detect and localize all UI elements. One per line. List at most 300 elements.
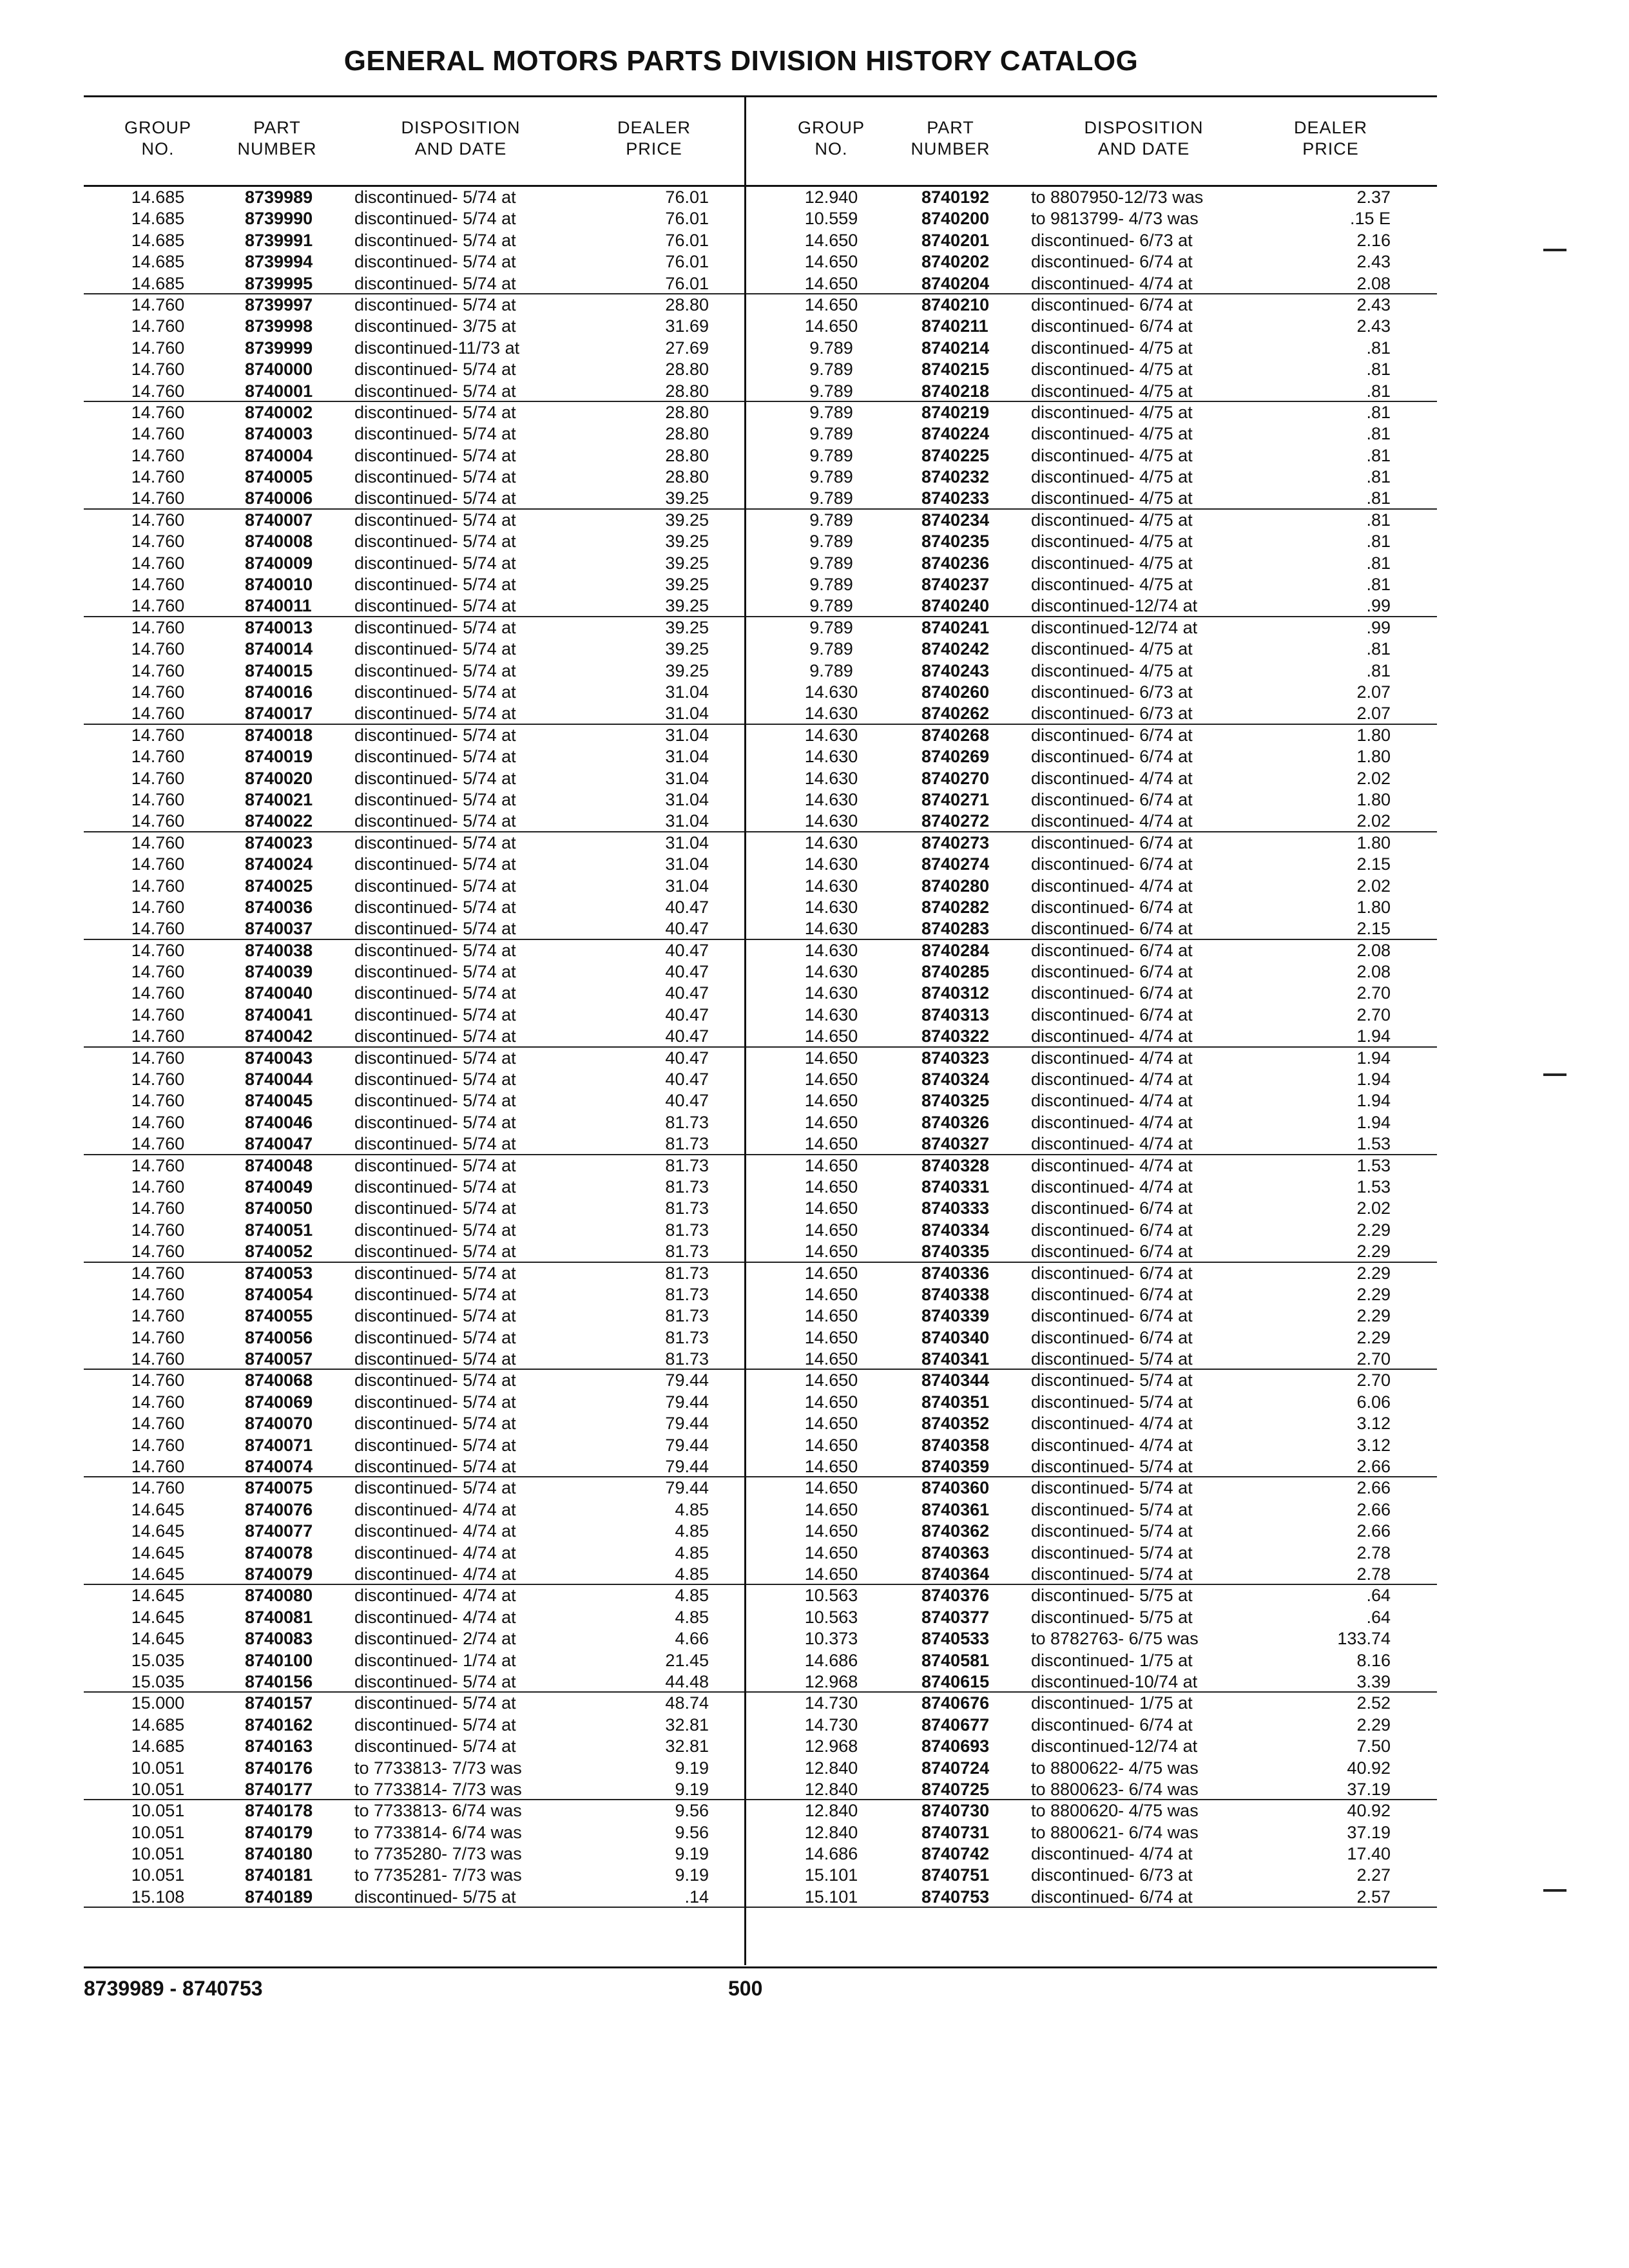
cell-group: 14.645 [131,1629,185,1649]
cell-part: 8740076 [245,1499,313,1519]
cell-disp: discontinued- 5/74 at [354,467,516,487]
cell-price: 17.40 [1347,1844,1391,1864]
cell-disp: discontinued- 5/74 at [354,660,516,680]
table-row [746,1542,1437,1564]
cell-group: 9.789 [809,596,853,616]
table-row [84,918,744,939]
cell-group: 14.650 [804,1220,858,1240]
cell-group: 14.686 [804,1844,858,1864]
cell-price: 81.73 [665,1284,709,1304]
cell-price: 2.08 [1356,962,1391,982]
cell-price: 31.04 [665,682,709,702]
cell-price: 28.80 [665,445,709,465]
cell-group: 14.650 [804,1134,858,1154]
cell-disp: discontinued- 4/75 at [1031,445,1193,465]
cell-group: 14.760 [131,876,185,896]
cell-disp: discontinued- 5/74 at [1031,1564,1193,1584]
cell-part: 8740015 [245,660,313,680]
cell-disp: discontinued- 5/74 at [354,1349,516,1369]
cell-group: 14.760 [131,553,185,573]
cell-group: 14.685 [131,252,185,272]
cell-disp: discontinued- 5/74 at [354,1284,516,1304]
cell-group: 14.760 [131,1198,185,1218]
cell-disp: discontinued- 4/74 at [1031,1048,1193,1068]
cell-part: 8740021 [245,789,313,809]
cell-price: .64 [1366,1607,1391,1627]
cell-part: 8740077 [245,1521,313,1541]
cell-price: 28.80 [665,294,709,314]
cell-disp: discontinued- 6/74 at [1031,747,1193,767]
cell-group: 14.645 [131,1542,185,1562]
cell-price: .81 [1366,381,1391,401]
header-group-left: GROUP NO. [124,118,191,159]
cell-group: 14.760 [131,575,185,595]
cell-group: 14.650 [804,1457,858,1477]
cell-part: 8740038 [245,940,313,960]
cell-part: 8740047 [245,1134,313,1154]
cell-price: 2.70 [1356,1004,1391,1024]
cell-price: 2.66 [1356,1478,1391,1498]
cell-group: 9.789 [809,660,853,680]
cell-price: 2.66 [1356,1457,1391,1477]
cell-part: 8740201 [921,230,990,250]
table-row [746,359,1437,380]
cell-part: 8740272 [921,811,990,831]
cell-part: 8740218 [921,381,990,401]
cell-price: 28.80 [665,381,709,401]
margin-mark [1543,1889,1566,1892]
table-row [84,1693,744,1714]
cell-group: 14.760 [131,1004,185,1024]
cell-disp: discontinued- 5/75 at [1031,1586,1193,1606]
cell-part: 8740078 [245,1542,313,1562]
cell-price: 4.85 [675,1542,709,1562]
cell-price: 21.45 [665,1650,709,1670]
cell-group: 14.630 [804,832,858,852]
cell-price: 37.19 [1347,1822,1391,1842]
cell-price: 2.29 [1356,1263,1391,1283]
cell-group: 14.650 [804,1327,858,1347]
cell-disp: discontinued- 5/74 at [354,1327,516,1347]
cell-group: 14.685 [131,230,185,250]
cell-price: 40.47 [665,983,709,1003]
cell-group: 14.645 [131,1607,185,1627]
table-row [746,1220,1437,1241]
cell-part: 8740177 [245,1779,313,1799]
cell-price: 2.15 [1356,854,1391,874]
cell-disp: discontinued- 6/74 at [1031,1198,1193,1218]
cell-disp: discontinued- 6/74 at [1031,919,1193,939]
cell-disp: discontinued- 5/74 at [1031,1370,1193,1390]
cell-disp: discontinued- 6/74 at [1031,789,1193,809]
cell-disp: discontinued- 6/74 at [1031,294,1193,314]
cell-disp: to 7735280- 7/73 was [354,1844,522,1864]
cell-part: 8740358 [921,1435,990,1455]
cell-disp: discontinued- 5/74 at [354,532,516,552]
table-row [746,595,1437,617]
cell-disp: discontinued- 4/75 at [1031,360,1193,380]
table-row [84,338,744,359]
table-row [746,208,1437,229]
cell-disp: discontinued- 6/73 at [1031,230,1193,250]
cell-price: .99 [1366,617,1391,637]
cell-part: 8740581 [921,1650,990,1670]
cell-disp: discontinued- 5/74 at [354,1112,516,1132]
table-row [746,1887,1437,1908]
cell-disp: discontinued- 5/74 at [354,488,516,508]
cell-part: 8739989 [245,187,313,207]
table-row [746,1413,1437,1434]
cell-disp: discontinued- 5/74 at [1031,1521,1193,1541]
cell-disp: discontinued- 4/75 at [1031,575,1193,595]
cell-part: 8740262 [921,704,990,724]
cell-price: 31.04 [665,832,709,852]
cell-part: 8740017 [245,704,313,724]
cell-disp: discontinued- 6/74 at [1031,1004,1193,1024]
cell-part: 8740344 [921,1370,990,1390]
cell-group: 14.760 [131,424,185,444]
table-row [84,423,744,445]
table-row [84,1499,744,1521]
table-row [746,1477,1437,1499]
cell-price: .99 [1366,596,1391,616]
cell-group: 9.789 [809,445,853,465]
cell-group: 14.645 [131,1521,185,1541]
cell-group: 10.051 [131,1844,185,1864]
cell-price: 4.85 [675,1586,709,1606]
cell-group: 9.789 [809,488,853,508]
cell-disp: to 7735281- 7/73 was [354,1865,522,1885]
cell-disp: discontinued- 6/74 at [1031,983,1193,1003]
cell-disp: discontinued- 6/74 at [1031,725,1193,745]
table-row [746,1800,1437,1821]
cell-group: 14.760 [131,1327,185,1347]
cell-part: 8740004 [245,445,313,465]
cell-group: 14.685 [131,1715,185,1735]
cell-price: 39.25 [665,660,709,680]
cell-disp: to 7733813- 6/74 was [354,1801,522,1821]
cell-part: 8740339 [921,1306,990,1326]
table-row [84,832,744,854]
cell-disp: discontinued- 6/74 at [1031,1715,1193,1735]
cell-disp: discontinued- 5/74 at [1031,1542,1193,1562]
cell-price: 1.80 [1356,747,1391,767]
cell-part: 8740057 [245,1349,313,1369]
cell-part: 8740081 [245,1607,313,1627]
cell-part: 8740176 [245,1758,313,1778]
table-row [84,1758,744,1779]
cell-price: 81.73 [665,1349,709,1369]
cell-price: 40.47 [665,1048,709,1068]
table-row [746,1284,1437,1305]
cell-price: 9.56 [675,1822,709,1842]
cell-group: 14.760 [131,1070,185,1090]
table-row [746,789,1437,811]
cell-part: 8739991 [245,230,313,250]
cell-price: 1.94 [1356,1070,1391,1090]
table-row [84,1585,744,1606]
cell-part: 8740533 [921,1629,990,1649]
cell-price: 2.66 [1356,1521,1391,1541]
cell-group: 14.650 [804,1435,858,1455]
cell-disp: discontinued- 5/74 at [354,1091,516,1111]
table-row [84,789,744,811]
cell-disp: discontinued- 5/74 at [354,381,516,401]
cell-part: 8740237 [921,575,990,595]
cell-price: .81 [1366,639,1391,659]
cell-disp: discontinued-11/73 at [354,338,520,358]
cell-part: 8740284 [921,940,990,960]
cell-price: 3.12 [1356,1414,1391,1434]
cell-disp: discontinued- 5/74 at [354,209,516,229]
cell-price: 1.80 [1356,725,1391,745]
cell-disp: discontinued-10/74 at [1031,1671,1198,1691]
cell-price: 2.29 [1356,1306,1391,1326]
cell-price: 28.80 [665,467,709,487]
cell-price: 79.44 [665,1414,709,1434]
cell-group: 14.760 [131,897,185,917]
cell-price: 81.73 [665,1220,709,1240]
table-row [84,1155,744,1177]
cell-price: 1.53 [1356,1177,1391,1196]
cell-group: 12.940 [804,187,858,207]
cell-price: 1.80 [1356,789,1391,809]
cell-part: 8740361 [921,1499,990,1519]
cell-group: 14.730 [804,1715,858,1735]
cell-disp: discontinued- 6/74 at [1031,832,1193,852]
table-row [746,338,1437,359]
table-row [84,876,744,897]
cell-part: 8740043 [245,1048,313,1068]
header-part-right: PART NUMBER [911,118,990,159]
cell-group: 14.630 [804,919,858,939]
cell-part: 8740232 [921,467,990,487]
table-row [746,316,1437,337]
cell-group: 14.760 [131,1284,185,1304]
cell-price: 40.92 [1347,1758,1391,1778]
cell-part: 8740334 [921,1220,990,1240]
cell-group: 15.000 [131,1693,185,1713]
cell-disp: discontinued- 4/74 at [1031,1134,1193,1154]
table-row [84,768,744,789]
cell-part: 8740052 [245,1242,313,1262]
cell-price: 40.47 [665,1026,709,1046]
cell-disp: to 8800621- 6/74 was [1031,1822,1199,1842]
cell-price: 2.78 [1356,1564,1391,1584]
table-row [84,1865,744,1886]
cell-group: 14.760 [131,1242,185,1262]
cell-price: 2.57 [1356,1887,1391,1907]
cell-part: 8740178 [245,1801,313,1821]
cell-group: 12.840 [804,1779,858,1799]
cell-group: 14.685 [131,209,185,229]
cell-price: 9.19 [675,1865,709,1885]
cell-group: 14.760 [131,832,185,852]
cell-disp: discontinued- 5/74 at [354,962,516,982]
cell-price: 31.04 [665,747,709,767]
cell-disp: discontinued- 5/74 at [354,832,516,852]
table-row [84,897,744,918]
cell-disp: discontinued- 5/74 at [354,1435,516,1455]
cell-group: 15.035 [131,1650,185,1670]
cell-group: 14.650 [804,1392,858,1412]
table-row [746,1715,1437,1736]
cell-disp: discontinued- 5/74 at [354,187,516,207]
cell-price: 76.01 [665,273,709,293]
cell-part: 8740731 [921,1822,990,1842]
cell-part: 8740377 [921,1607,990,1627]
cell-disp: discontinued- 5/74 at [354,596,516,616]
cell-part: 8740312 [921,983,990,1003]
table-row [746,402,1437,423]
cell-price: 39.25 [665,639,709,659]
table-row [746,876,1437,897]
cell-part: 8740192 [921,187,990,207]
cell-group: 14.630 [804,747,858,767]
cell-price: 2.78 [1356,1542,1391,1562]
cell-part: 8740753 [921,1887,990,1907]
cell-part: 8740260 [921,682,990,702]
cell-disp: discontinued- 1/74 at [354,1650,516,1670]
table-row [84,983,744,1004]
cell-part: 8740280 [921,876,990,896]
cell-part: 8740282 [921,897,990,917]
cell-group: 10.563 [804,1586,858,1606]
cell-group: 12.840 [804,1758,858,1778]
table-row [746,1456,1437,1477]
cell-group: 14.760 [131,725,185,745]
cell-group: 12.840 [804,1822,858,1842]
cell-disp: discontinued- 6/74 at [1031,940,1193,960]
cell-disp: discontinued- 5/74 at [354,230,516,250]
cell-disp: discontinued- 5/74 at [354,1242,516,1262]
cell-part: 8740359 [921,1457,990,1477]
cell-disp: discontinued- 4/74 at [1031,876,1193,896]
cell-disp: to 8800623- 6/74 was [1031,1779,1199,1799]
cell-price: 81.73 [665,1112,709,1132]
cell-price: 76.01 [665,209,709,229]
cell-part: 8740724 [921,1758,990,1778]
cell-part: 8740615 [921,1671,990,1691]
cell-disp: discontinued- 4/74 at [1031,273,1193,293]
cell-disp: discontinued- 4/74 at [354,1564,516,1584]
cell-disp: discontinued- 5/74 at [354,1026,516,1046]
table-row [84,961,744,983]
cell-group: 14.630 [804,704,858,724]
table-row [84,1133,744,1155]
table-row [746,854,1437,875]
cell-group: 14.760 [131,940,185,960]
cell-group: 9.789 [809,617,853,637]
table-row [746,768,1437,789]
cell-price: .81 [1366,360,1391,380]
cell-group: 14.650 [804,1263,858,1283]
cell-disp: discontinued- 6/74 at [1031,1327,1193,1347]
table-row [84,1349,744,1370]
table-row [746,1327,1437,1349]
cell-group: 14.760 [131,617,185,637]
cell-price: 1.94 [1356,1091,1391,1111]
table-row [84,1628,744,1649]
cell-price: 32.81 [665,1736,709,1756]
cell-disp: discontinued- 5/74 at [354,1220,516,1240]
cell-group: 14.650 [804,1242,858,1262]
table-row [84,1069,744,1090]
cell-part: 8740338 [921,1284,990,1304]
cell-part: 8740236 [921,553,990,573]
cell-part: 8740006 [245,488,313,508]
header-group-right: GROUP NO. [797,118,865,159]
footer-part-range: 8739989 - 8740753 [84,1977,263,2000]
cell-disp: to 8800622- 4/75 was [1031,1758,1199,1778]
cell-price: 2.16 [1356,230,1391,250]
cell-group: 14.650 [804,1564,858,1584]
cell-disp: discontinued- 5/74 at [354,273,516,293]
cell-disp: discontinued- 5/74 at [354,1004,516,1024]
cell-group: 14.760 [131,1048,185,1068]
cell-group: 14.650 [804,1048,858,1068]
cell-group: 15.101 [804,1865,858,1885]
cell-group: 14.650 [804,1306,858,1326]
cell-disp: discontinued- 5/74 at [354,1715,516,1735]
cell-group: 10.563 [804,1607,858,1627]
cell-group: 9.789 [809,360,853,380]
cell-part: 8739999 [245,338,313,358]
cell-price: 4.66 [675,1629,709,1649]
cell-group: 14.760 [131,596,185,616]
cell-disp: discontinued- 3/75 at [354,316,516,336]
cell-group: 14.630 [804,876,858,896]
catalog-title: GENERAL MOTORS PARTS DIVISION HISTORY CATALOG [343,45,1139,77]
cell-price: 81.73 [665,1177,709,1196]
cell-price: 1.94 [1356,1112,1391,1132]
cell-price: 81.73 [665,1198,709,1218]
cell-price: 1.94 [1356,1026,1391,1046]
cell-part: 8740056 [245,1327,313,1347]
cell-part: 8740219 [921,402,990,422]
cell-group: 14.685 [131,1736,185,1756]
cell-group: 14.760 [131,467,185,487]
cell-group: 14.760 [131,360,185,380]
table-row [84,1542,744,1564]
cell-group: 14.760 [131,704,185,724]
cell-part: 8740022 [245,811,313,831]
cell-price: .81 [1366,338,1391,358]
cell-group: 14.760 [131,1177,185,1196]
cell-group: 9.789 [809,532,853,552]
cell-disp: discontinued- 5/74 at [354,1370,516,1390]
table-row [746,466,1437,488]
table-row [84,1779,744,1800]
cell-part: 8740285 [921,962,990,982]
cell-price: 81.73 [665,1134,709,1154]
cell-group: 14.685 [131,187,185,207]
table-row [746,1585,1437,1606]
cell-price: 81.73 [665,1263,709,1283]
table-row [84,466,744,488]
cell-group: 14.650 [804,1370,858,1390]
cell-group: 12.840 [804,1801,858,1821]
table-row [84,251,744,273]
table-row [84,510,744,531]
cell-part: 8740013 [245,617,313,637]
cell-group: 14.760 [131,381,185,401]
cell-group: 14.650 [804,1155,858,1175]
cell-group: 14.760 [131,294,185,314]
table-row [84,1715,744,1736]
cell-price: 76.01 [665,187,709,207]
table-row [84,725,744,746]
